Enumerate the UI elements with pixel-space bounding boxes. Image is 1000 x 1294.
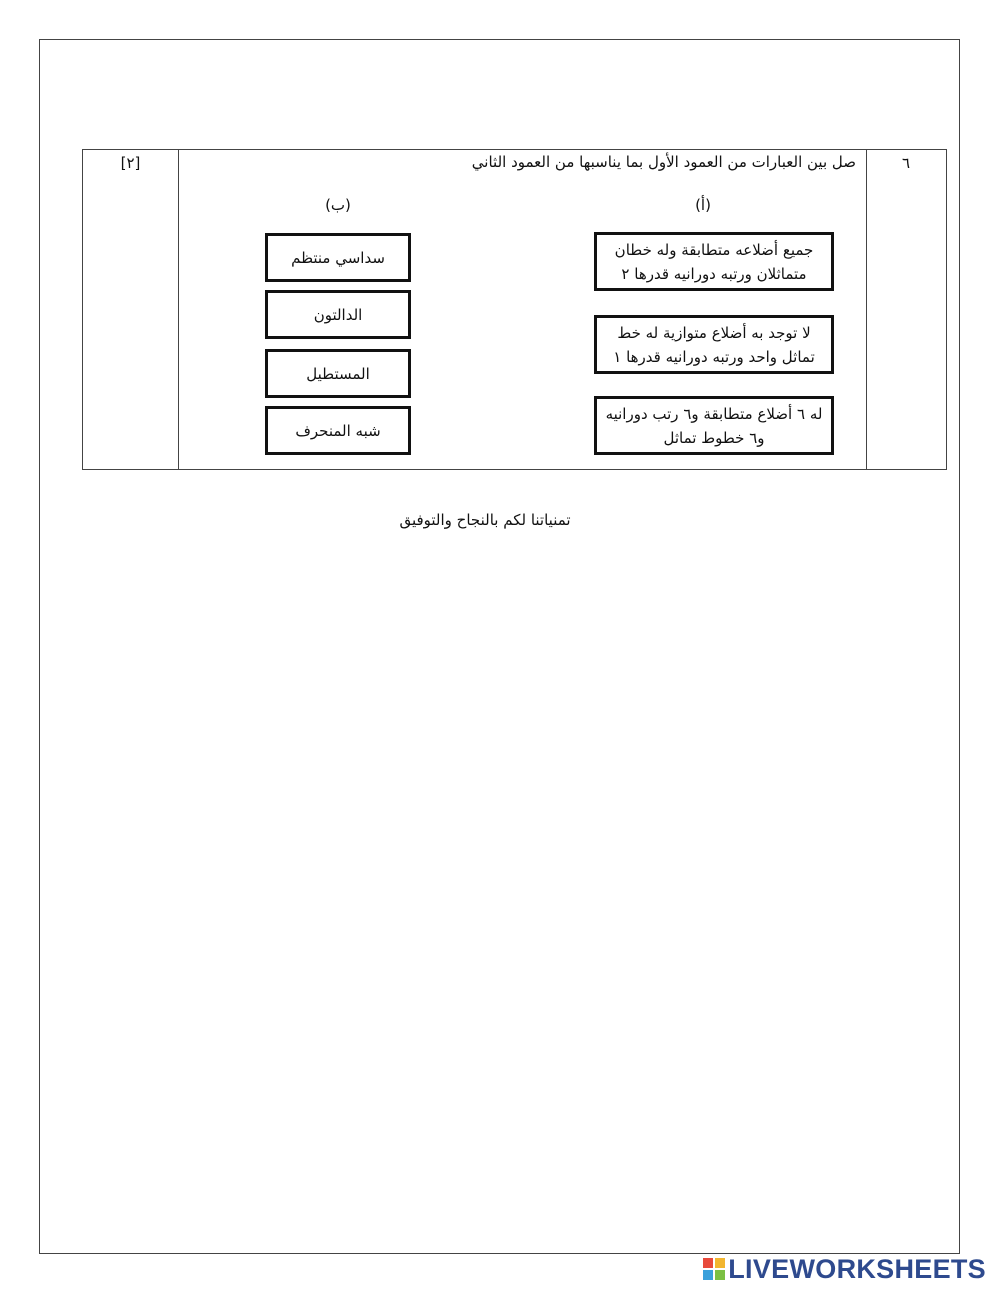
- column-a-item[interactable]: جميع أضلاعه متطابقة وله خطان متماثلان ورتبه دورانيه قدرها ٢: [594, 232, 834, 291]
- logo-square: [715, 1258, 725, 1268]
- logo-square: [715, 1270, 725, 1280]
- column-b-header: (ب): [325, 196, 351, 214]
- column-b-item[interactable]: المستطيل: [265, 349, 411, 398]
- column-b-item[interactable]: سداسي منتظم: [265, 233, 411, 282]
- question-table: [82, 149, 947, 470]
- column-a-item[interactable]: له ٦ أضلاع متطابقة و٦ رتب دورانيه و٦ خطوط تماثل: [594, 396, 834, 455]
- score-column-divider: [178, 150, 179, 469]
- column-b-item[interactable]: شبه المنحرف: [265, 406, 411, 455]
- logo-square: [703, 1270, 713, 1280]
- brand-name: LIVEWORKSHEETS: [728, 1253, 986, 1284]
- column-a-item[interactable]: لا توجد به أضلاع متوازية له خط تماثل واحد ورتبه دورانيه قدرها ١: [594, 315, 834, 374]
- brand-watermark: [703, 1255, 986, 1283]
- logo-square: [703, 1258, 713, 1268]
- liveworksheets-logo-icon: [703, 1258, 725, 1280]
- number-column-divider: [866, 150, 867, 469]
- question-instruction: صل بين العبارات من العمود الأول بما يناسبها من العمود الثاني: [471, 153, 856, 171]
- question-score: [٢]: [120, 154, 141, 172]
- question-number: ٦: [901, 154, 911, 172]
- column-b-item[interactable]: الدالتون: [265, 290, 411, 339]
- closing-text: تمنياتنا لكم بالنجاح والتوفيق: [399, 511, 571, 529]
- column-a-header: (أ): [695, 196, 711, 214]
